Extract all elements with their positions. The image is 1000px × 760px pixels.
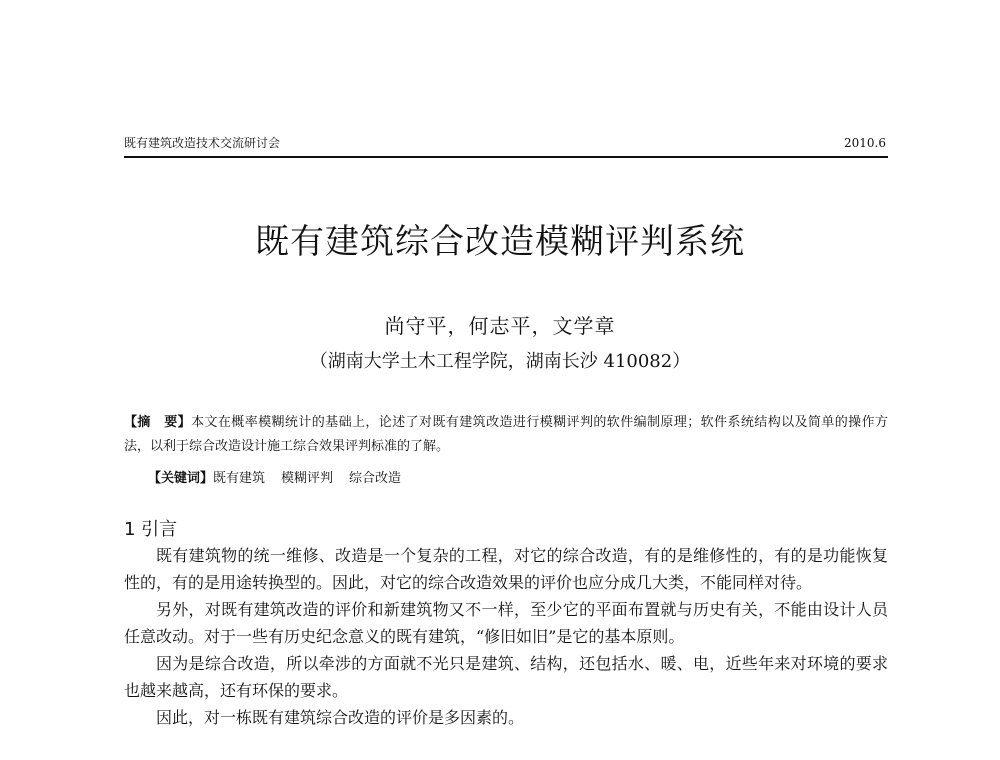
- publication-date: 2010.6: [844, 136, 886, 150]
- paper-title: 既有建筑综合改造模糊评判系统: [255, 222, 745, 262]
- author-affiliation: （湖南大学土木工程学院，湖南长沙 410082）: [309, 351, 691, 372]
- running-header: [124, 136, 886, 150]
- paper-authors: 尚守平，何志平，文学章: [384, 314, 616, 338]
- keyword: 既有建筑: [213, 471, 266, 486]
- keyword: 综合改造: [349, 471, 402, 486]
- keyword: 模糊评判: [281, 471, 334, 486]
- section-heading: 1 引言: [124, 519, 178, 540]
- keywords: [148, 469, 888, 489]
- abstract-text: 本文在概率模糊统计的基础上，论述了对既有建筑改造进行模糊评判的软件编制原理；软件系统结构以及简单的操作方法，以利于综合改造设计施工综合效果评判标准的了解。: [124, 415, 888, 454]
- section-body: [124, 542, 888, 731]
- body-paragraph: 既有建筑物的统一维修、改造是一个复杂的工程，对它的综合改造，有的是维修性的，有的是功能恢复性的，有的是用途转换型的。因此，对它的综合改造效果的评价也应分成几大类，不能同样对待。: [124, 546, 888, 592]
- body-paragraph: 因此，对一栋既有建筑综合改造的评价是多因素的。: [156, 708, 525, 727]
- keywords-label: 【关键词】: [148, 471, 214, 486]
- abstract: [124, 411, 888, 459]
- header-rule: [124, 156, 888, 158]
- abstract-label: 【摘 要】: [124, 415, 192, 430]
- body-paragraph: 因为是综合改造，所以牵涉的方面就不光只是建筑、结构，还包括水、暖、电，近些年来对环境的要求也越来越高，还有环保的要求。: [124, 654, 888, 700]
- body-paragraph: 另外，对既有建筑改造的评价和新建筑物又不一样，至少它的平面布置就与历史有关，不能由设计人员任意改动。对于一些有历史纪念意义的既有建筑，“修旧如旧”是它的基本原则。: [124, 600, 888, 646]
- conference-name: 既有建筑改造技术交流研讨会: [124, 136, 281, 150]
